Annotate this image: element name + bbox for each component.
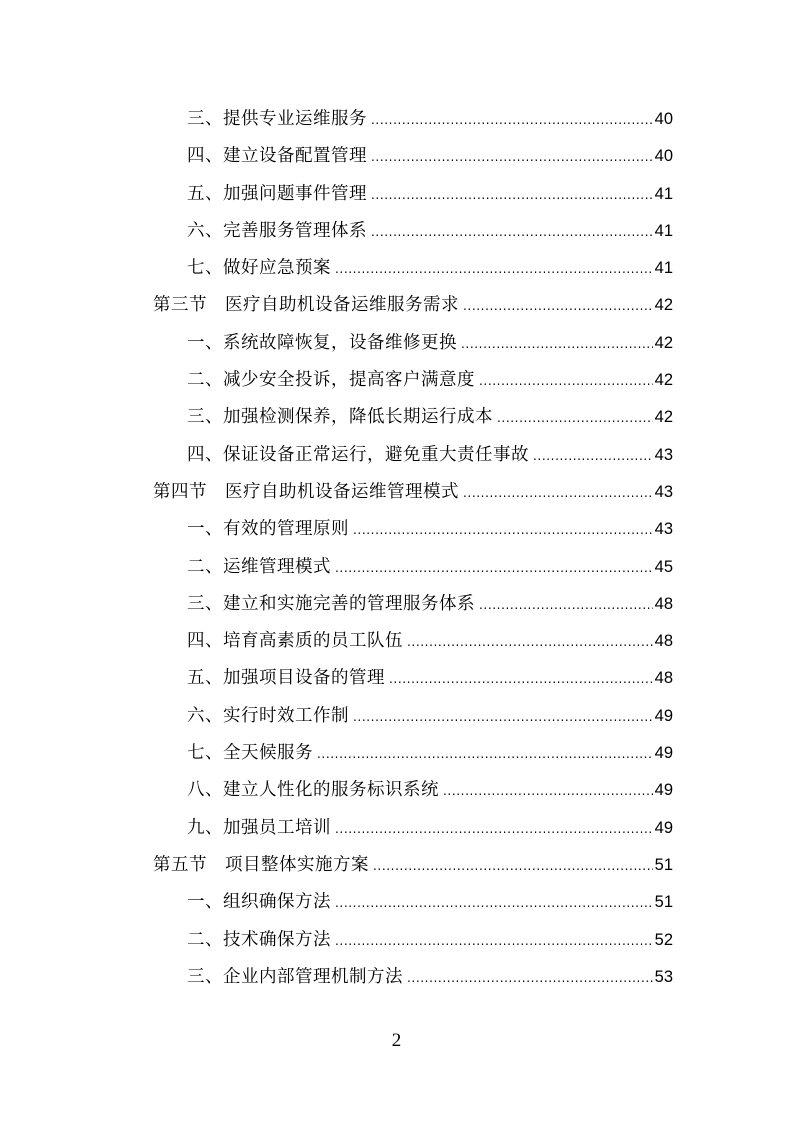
toc-entry-page-number: 45 [654, 557, 673, 576]
toc-dot-leader [371, 214, 653, 251]
toc-dot-leader [353, 512, 653, 549]
toc-entry-page-number: 52 [654, 930, 673, 949]
toc-dot-leader [371, 102, 653, 139]
toc-entry-label: 三、加强检测保养，降低长期运行成本 [187, 407, 493, 428]
toc-entry[interactable] [153, 698, 673, 735]
toc-dot-leader [407, 624, 653, 661]
toc-entry-page-number: 43 [654, 482, 673, 501]
toc-entry[interactable] [153, 549, 673, 586]
toc-entry-page-number: 49 [654, 744, 673, 763]
toc-entry-label: 四、建立设备配置管理 [187, 146, 367, 167]
toc-entry-page-number: 41 [654, 221, 673, 240]
toc-dot-leader [335, 811, 653, 848]
toc-dot-leader [533, 438, 653, 475]
toc-entry[interactable] [153, 810, 673, 847]
toc-entry-page-number: 53 [654, 967, 673, 986]
toc-dot-leader [461, 326, 653, 363]
toc-entry-label: 四、培育高素质的员工队伍 [187, 631, 403, 652]
toc-dot-leader [463, 475, 653, 512]
toc-entry[interactable] [153, 660, 673, 697]
toc-entry-label: 第五节 项目整体实施方案 [153, 854, 369, 875]
toc-entry[interactable] [153, 623, 673, 660]
toc-entry-label: 六、完善服务管理体系 [187, 220, 367, 241]
toc-entry-page-number: 42 [654, 333, 673, 352]
table-of-contents [153, 101, 673, 996]
toc-entry[interactable] [153, 586, 673, 623]
toc-entry[interactable] [153, 959, 673, 996]
toc-dot-leader [335, 885, 653, 922]
toc-dot-leader [479, 587, 653, 624]
toc-dot-leader [497, 400, 653, 437]
toc-entry-page-number: 42 [654, 296, 673, 315]
toc-entry[interactable] [153, 176, 673, 213]
toc-entry-page-number: 43 [654, 445, 673, 464]
toc-entry-label: 二、技术确保方法 [187, 929, 331, 950]
toc-dot-leader [443, 773, 653, 810]
toc-dot-leader [371, 139, 653, 176]
toc-entry[interactable] [153, 922, 673, 959]
toc-dot-leader [335, 923, 653, 960]
toc-entry-label: 九、加强员工培训 [187, 817, 331, 838]
toc-entry-label: 一、系统故障恢复，设备维修更换 [187, 332, 457, 353]
toc-entry[interactable] [153, 511, 673, 548]
toc-entry-label: 六、实行时效工作制 [187, 705, 349, 726]
toc-entry-label: 三、建立和实施完善的管理服务体系 [187, 593, 475, 614]
toc-dot-leader [479, 363, 653, 400]
toc-entry[interactable] [153, 772, 673, 809]
toc-dot-leader [335, 251, 653, 288]
toc-entry-label: 五、加强问题事件管理 [187, 183, 367, 204]
toc-entry[interactable] [153, 399, 673, 436]
toc-entry-page-number: 51 [654, 855, 673, 874]
toc-entry-label: 五、加强项目设备的管理 [187, 668, 385, 689]
toc-dot-leader [317, 736, 653, 773]
page-number: 2 [391, 1030, 402, 1051]
toc-entry-label: 三、企业内部管理机制方法 [187, 966, 403, 987]
toc-entry-page-number: 41 [654, 184, 673, 203]
toc-entry[interactable] [153, 325, 673, 362]
toc-dot-leader [463, 288, 653, 325]
toc-entry-label: 一、有效的管理原则 [187, 519, 349, 540]
toc-entry[interactable] [153, 250, 673, 287]
toc-entry-page-number: 42 [654, 371, 673, 390]
toc-section-heading[interactable] [153, 847, 673, 884]
toc-entry[interactable] [153, 884, 673, 921]
toc-entry[interactable] [153, 362, 673, 399]
toc-entry-label: 七、全天候服务 [187, 743, 313, 764]
toc-entry[interactable] [153, 437, 673, 474]
toc-entry-label: 第四节 医疗自助机设备运维管理模式 [153, 481, 459, 502]
toc-entry-label: 三、提供专业运维服务 [187, 109, 367, 129]
toc-entry-label: 二、运维管理模式 [187, 556, 331, 577]
toc-entry-label: 七、做好应急预案 [187, 258, 331, 279]
toc-entry-label: 四、保证设备正常运行，避免重大责任事故 [187, 444, 529, 465]
toc-entry-page-number: 48 [654, 594, 673, 613]
toc-entry-page-number: 48 [654, 632, 673, 651]
toc-section-heading[interactable] [153, 287, 673, 324]
toc-entry[interactable] [153, 138, 673, 175]
toc-entry-page-number: 48 [654, 669, 673, 688]
toc-dot-leader [371, 177, 653, 214]
toc-entry-page-number: 51 [654, 893, 673, 912]
toc-entry-page-number: 49 [654, 818, 673, 837]
toc-entry-label: 八、建立人性化的服务标识系统 [187, 780, 439, 801]
toc-dot-leader [335, 550, 653, 587]
toc-entry-label: 第三节 医疗自助机设备运维服务需求 [153, 295, 459, 316]
toc-dot-leader [407, 960, 653, 997]
toc-entry-page-number: 41 [654, 259, 673, 278]
toc-entry-page-number: 43 [654, 520, 673, 539]
toc-entry[interactable] [153, 735, 673, 772]
toc-section-heading[interactable] [153, 474, 673, 511]
toc-entry-page-number: 40 [654, 147, 673, 166]
toc-entry[interactable] [153, 213, 673, 250]
toc-entry-page-number: 40 [654, 110, 673, 128]
toc-entry[interactable] [153, 101, 673, 138]
toc-entry-label: 二、减少安全投诉，提高客户满意度 [187, 370, 475, 391]
toc-entry-page-number: 49 [654, 706, 673, 725]
toc-entry-page-number: 42 [654, 408, 673, 427]
toc-dot-leader [353, 699, 653, 736]
toc-entry-page-number: 49 [654, 781, 673, 800]
toc-entry-label: 一、组织确保方法 [187, 892, 331, 913]
toc-dot-leader [373, 848, 653, 885]
toc-dot-leader [389, 661, 653, 698]
